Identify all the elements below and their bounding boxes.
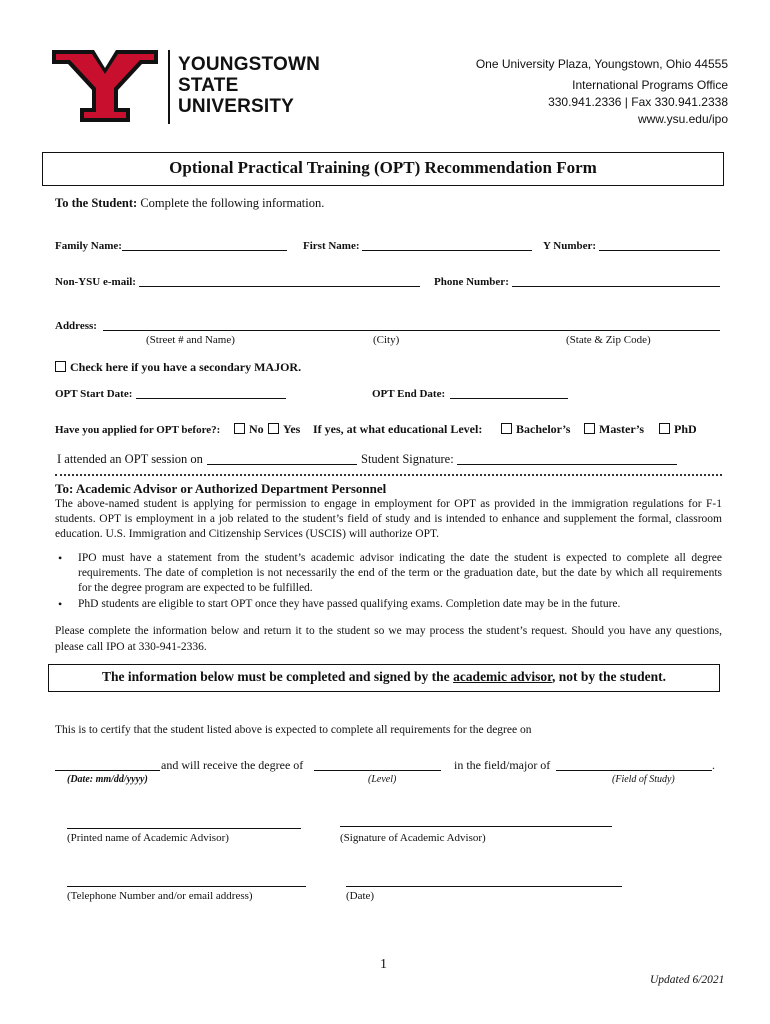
field-major-label: in the field/major of (454, 758, 551, 772)
website-link[interactable]: www.ysu.edu/ipo (637, 112, 728, 126)
state-zip-hint: (State & Zip Code) (566, 334, 651, 346)
student-signature-field[interactable] (457, 451, 677, 465)
contact-block (476, 56, 728, 128)
level-question: If yes, at what educational Level: (313, 422, 483, 436)
opt-session-label: I attended an OPT session on (57, 452, 203, 466)
field-period: . (712, 758, 715, 772)
secondary-major-row (55, 360, 301, 375)
uni-name-line1: YOUNGSTOWN (178, 54, 321, 75)
secondary-major-label: Check here if you have a secondary MAJOR. (70, 360, 302, 374)
opt-end-label: OPT End Date: (372, 388, 446, 400)
bullet-dot-2: • (58, 597, 63, 611)
notice-post: , not by the student. (551, 669, 666, 684)
level-hint: (Level) (368, 774, 397, 785)
phd-option[interactable] (659, 422, 697, 437)
phone-fax-line: 330.941.2336 | Fax 330.941.2338 (548, 95, 728, 109)
no-checkbox[interactable] (234, 423, 245, 434)
family-name-field[interactable] (122, 238, 287, 251)
date-field[interactable] (346, 876, 622, 887)
phd-label: PhD (674, 422, 697, 436)
yes-label: Yes (283, 422, 301, 436)
degree-level-field[interactable] (314, 757, 441, 771)
field-hint: (Field of Study) (612, 774, 675, 785)
phone-field[interactable] (512, 274, 720, 287)
advisor-notice (48, 669, 720, 685)
phd-checkbox[interactable] (659, 423, 670, 434)
opt-end-field[interactable] (450, 386, 568, 399)
intro-bold: To the Student: (55, 196, 138, 210)
no-label: No (249, 422, 264, 436)
opt-session-field[interactable] (207, 451, 357, 465)
street-hint: (Street # and Name) (146, 334, 235, 346)
bachelors-checkbox[interactable] (501, 423, 512, 434)
telephone-field[interactable] (67, 876, 306, 887)
printed-name-field[interactable] (67, 818, 301, 829)
masters-checkbox[interactable] (584, 423, 595, 434)
advisor-para2: Please complete the information below and return it to the student so we may process the student’s request. Should you have any questions, please call IPO at 330-941-2336. (55, 625, 722, 653)
advisor-bullet1: IPO must have a statement from the student’s academic advisor indicating the date the student is expected to complete all degree requirements. The date of completion is not necessarily the end of the term or the graduation date, but the date by which all requirements for the degree program are expected to be fulfilled. (78, 552, 722, 594)
yes-checkbox[interactable] (268, 423, 279, 434)
advisor-bullet2: PhD students are eligible to start OPT once they have passed qualifying exams. Completion date may be in the future. (78, 598, 621, 610)
date-field-hint: (Date) (346, 890, 375, 902)
notice-pre: The information below must be completed and signed by the (102, 669, 454, 684)
page-number: 1 (380, 957, 387, 972)
printed-name-hint: (Printed name of Academic Advisor) (67, 832, 229, 844)
secondary-major-checkbox[interactable] (55, 361, 66, 372)
phone-label: Phone Number: (434, 276, 509, 288)
updated-date: Updated 6/2021 (650, 974, 725, 986)
first-name-label: First Name: (303, 240, 360, 252)
bachelors-option[interactable] (501, 422, 570, 437)
masters-label: Master’s (599, 422, 645, 436)
student-signature-label: Student Signature: (361, 452, 454, 466)
intro-rest: Complete the following information. (137, 196, 325, 210)
advisor-signature-hint: (Signature of Academic Advisor) (340, 832, 486, 844)
y-number-label: Y Number: (543, 240, 597, 252)
email-field[interactable] (139, 274, 420, 287)
address-label: Address: (55, 320, 97, 332)
completion-date-field[interactable] (55, 757, 160, 771)
address-field[interactable] (103, 318, 720, 331)
student-intro (55, 196, 324, 211)
bullet-dot-1: • (58, 551, 63, 565)
family-name-label: Family Name: (55, 240, 122, 252)
certify-text: This is to certify that the student listed above is expected to complete all requirements for the degree on (55, 724, 532, 736)
advisor-heading: To: Academic Advisor or Authorized Department Personnel (55, 481, 387, 496)
dotted-divider (55, 474, 722, 476)
applied-no-option[interactable] (234, 422, 264, 437)
y-number-field[interactable] (599, 238, 720, 251)
city-hint: (City) (373, 334, 400, 346)
masters-option[interactable] (584, 422, 644, 437)
office-line: International Programs Office (572, 78, 728, 92)
advisor-para1: The above-named student is applying for permission to engage in employment for OPT as provided in the immigration regulations for F-1 students. OPT is employment in a job related to the student’s field of study and is intended to enhance and supplement the formal, classroom education. U.S. Immigration and Citizenship Services (USCIS) will authorize OPT. (55, 498, 722, 540)
logo-divider (168, 50, 170, 124)
y-logo-icon (52, 50, 158, 122)
university-name (178, 54, 320, 117)
opt-start-field[interactable] (136, 386, 286, 399)
date-hint: (Date: mm/dd/yyyy) (67, 774, 148, 785)
ysu-logo (52, 50, 158, 122)
telephone-hint: (Telephone Number and/or email address) (67, 890, 253, 902)
opt-start-label: OPT Start Date: (55, 388, 133, 400)
advisor-signature-field[interactable] (340, 816, 612, 827)
applied-yes-option[interactable] (268, 422, 300, 437)
first-name-field[interactable] (362, 238, 532, 251)
notice-underlined: academic advisor (453, 669, 552, 684)
form-title: Optional Practical Training (OPT) Recommendation Form (169, 158, 597, 177)
will-receive-label: and will receive the degree of (161, 758, 304, 772)
bachelors-label: Bachelor’s (516, 422, 571, 436)
uni-name-line3: UNIVERSITY (178, 96, 295, 117)
address-line: One University Plaza, Youngstown, Ohio 44555 (475, 57, 728, 71)
applied-before-label: Have you applied for OPT before?: (55, 424, 221, 436)
uni-name-line2: STATE (178, 75, 239, 96)
email-label: Non-YSU e-mail: (55, 276, 136, 288)
field-of-study-field[interactable] (556, 757, 712, 771)
